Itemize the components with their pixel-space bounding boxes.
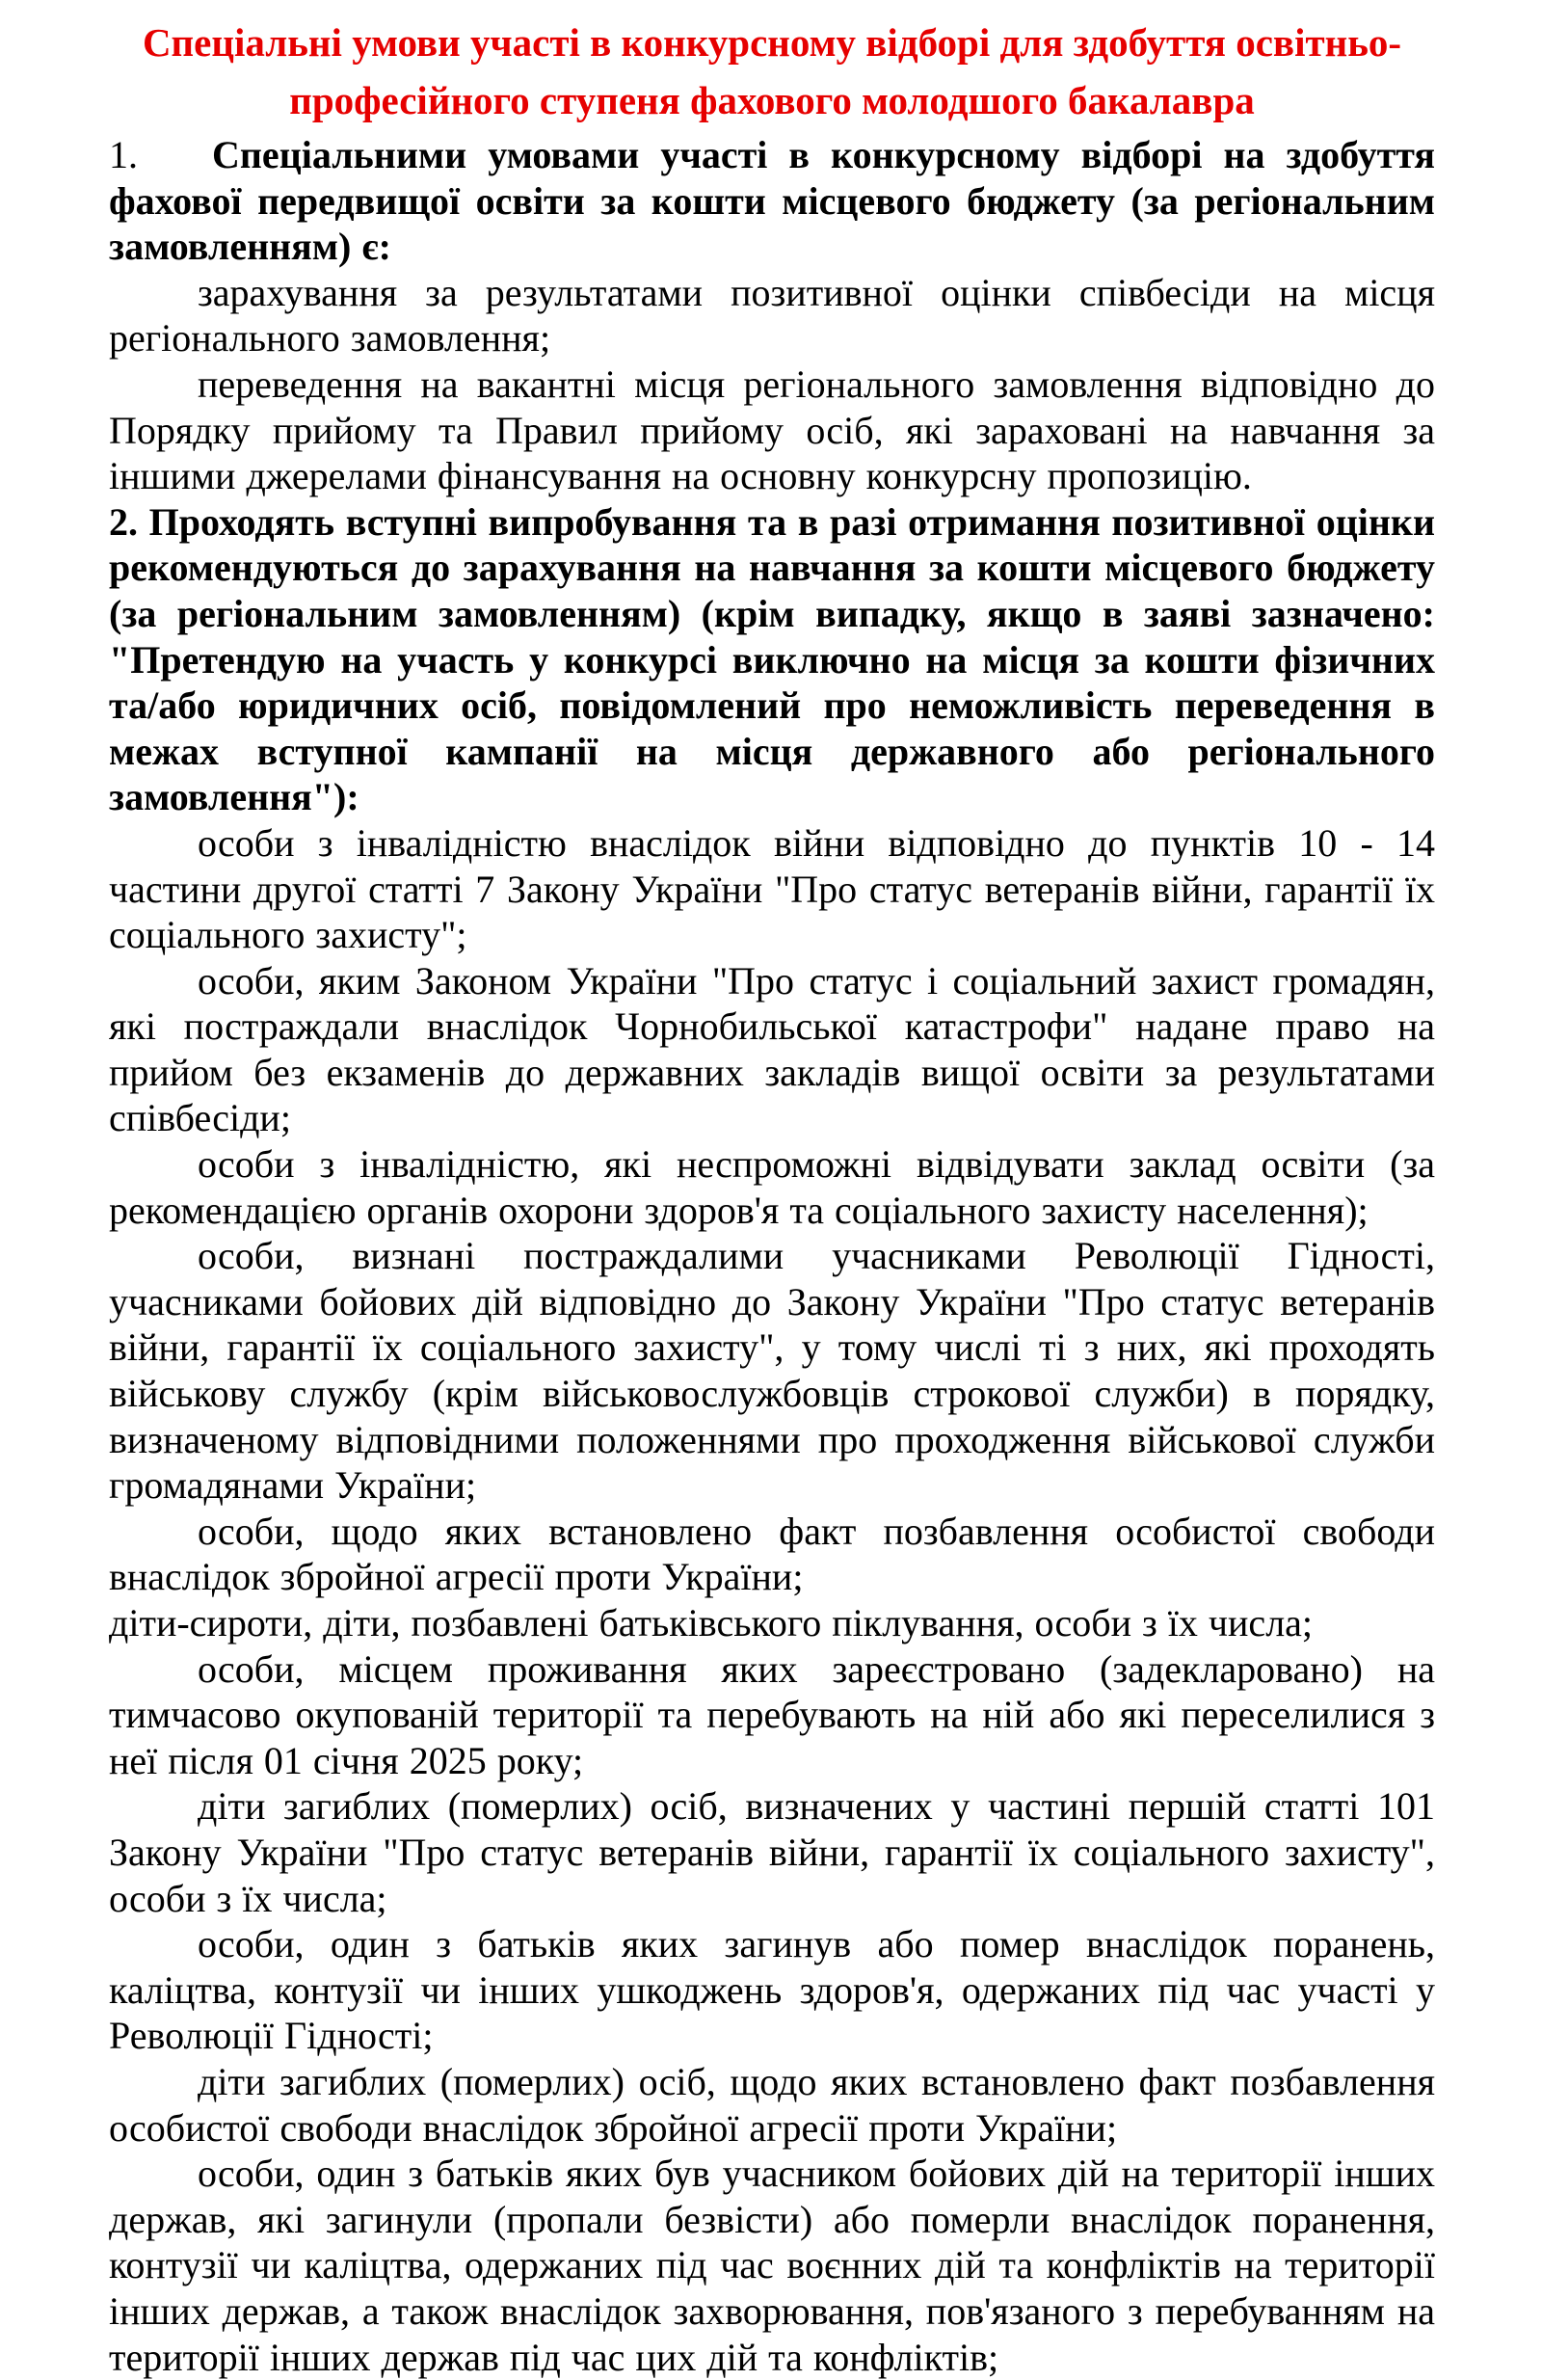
- paragraph-deprived-of-liberty: особи, щодо яких встановлено факт позбавлення особистої свободи внаслідок збройної агресії проти України;: [109, 1509, 1435, 1599]
- paragraph-transfer-vacant-places: переведення на вакантні місця регіонального замовлення відповідно до Порядку прийому та Правил прийому осіб, які зараховані на навчання за іншими джерелами фінансування на основну конкурсну пропозицію.: [109, 361, 1435, 498]
- paragraph-war-disability: особи з інвалідністю внаслідок війни відповідно до пунктів 10 - 14 частини другої статті 7 Закону України "Про статус ветеранів війни, гарантії їх соціального захисту";: [109, 820, 1435, 957]
- paragraph-enrollment-interview: зарахування за результатами позитивної оцінки співбесіди на місця регіонального замовлення;: [109, 270, 1435, 361]
- paragraph-clause-2: 2. Проходять вступні випробування та в разі отримання позитивної оцінки рекомендуються до зарахування на навчання за кошти місцевого бюджету (за регіональним замовленням) (крім випадку, якщо в заяві зазначено: "Претендую на участь у конкурсі виключно на місця за кошти фізичних та/або юридичних осіб, повідомлений про неможливість переведення в межах вступної кампанії на місця державного або регіонального замовлення"):: [109, 499, 1435, 819]
- paragraph-orphans: діти-сироти, діти, позбавлені батьківського піклування, особи з їх числа;: [109, 1601, 1314, 1645]
- paragraph-children-deprived-liberty: діти загиблих (померлих) осіб, щодо яких встановлено факт позбавлення особистої свободи внаслідок збройної агресії проти України;: [109, 2059, 1435, 2150]
- paragraph-parent-died-revolution-dignity: особи, один з батьків яких загинув або помер внаслідок поранень, каліцтва, контузії чи інших ушкоджень здоров'я, одержаних під час участі у Революції Гідності;: [109, 1922, 1435, 2058]
- paragraph-parent-combat-other-states: особи, один з батьків яких був учасником бойових дій на території інших держав, які загинули (пропали безвісти) або померли внаслідок поранення, контузії чи каліцтва, одержаних під час воєнних дій та конфліктів на території інших держав, а також внаслідок захворювання, пов'язаного з перебуванням на території інших держав під час цих дій та конфліктів;: [109, 2152, 1435, 2379]
- paragraph-chornobyl: особи, яким Законом України "Про статус і соціальний захист громадян, які постраждали внаслідок Чорнобильської катастрофи" надане право на прийом без екзаменів до державних закладів вищої освіти за результатами співбесіди;: [109, 958, 1435, 1140]
- paragraph-disability-unable-attend: особи з інвалідністю, які неспроможні відвідувати заклад освіти (за рекомендацією органів охорони здоров'я та соціального захисту населення);: [109, 1142, 1435, 1232]
- clause-1-number: 1.: [109, 133, 138, 176]
- document-title: Спеціальні умови участі в конкурсному відборі для здобуття освітньо-професійного ступеня фахового молодшого бакалавра: [142, 20, 1402, 122]
- paragraph-occupied-territory: особи, місцем проживання яких зареєстровано (задекларовано) на тимчасово окупованій території та перебувають на ній або які переселилися з неї після 01 січня 2025 року;: [109, 1646, 1435, 1782]
- paragraph-clause-1: [109, 132, 1435, 270]
- paragraph-revolution-dignity-participants: особи, визнані постраждалими учасниками Революції Гідності, учасниками бойових дій відповідно до Закону України "Про статус ветеранів війни, гарантії їх соціального захисту", у тому числі ті з них, які проходять військову службу (крім військовослужбовців строкової служби) в порядку, визначеному відповідними положеннями про проходження військової служби громадянами України;: [109, 1234, 1435, 1508]
- clause-1-text: Спеціальними умовами участі в конкурсному відборі на здобуття фахової передвищої освіти за кошти місцевого бюджету (за регіональним замовленням) є:: [109, 133, 1435, 269]
- paragraph-children-of-deceased-article-101: діти загиблих (померлих) осіб, визначених у частині першій статті 101 Закону України "Про статус ветеранів війни, гарантії їх соціального захисту", особи з їх числа;: [109, 1784, 1435, 1920]
